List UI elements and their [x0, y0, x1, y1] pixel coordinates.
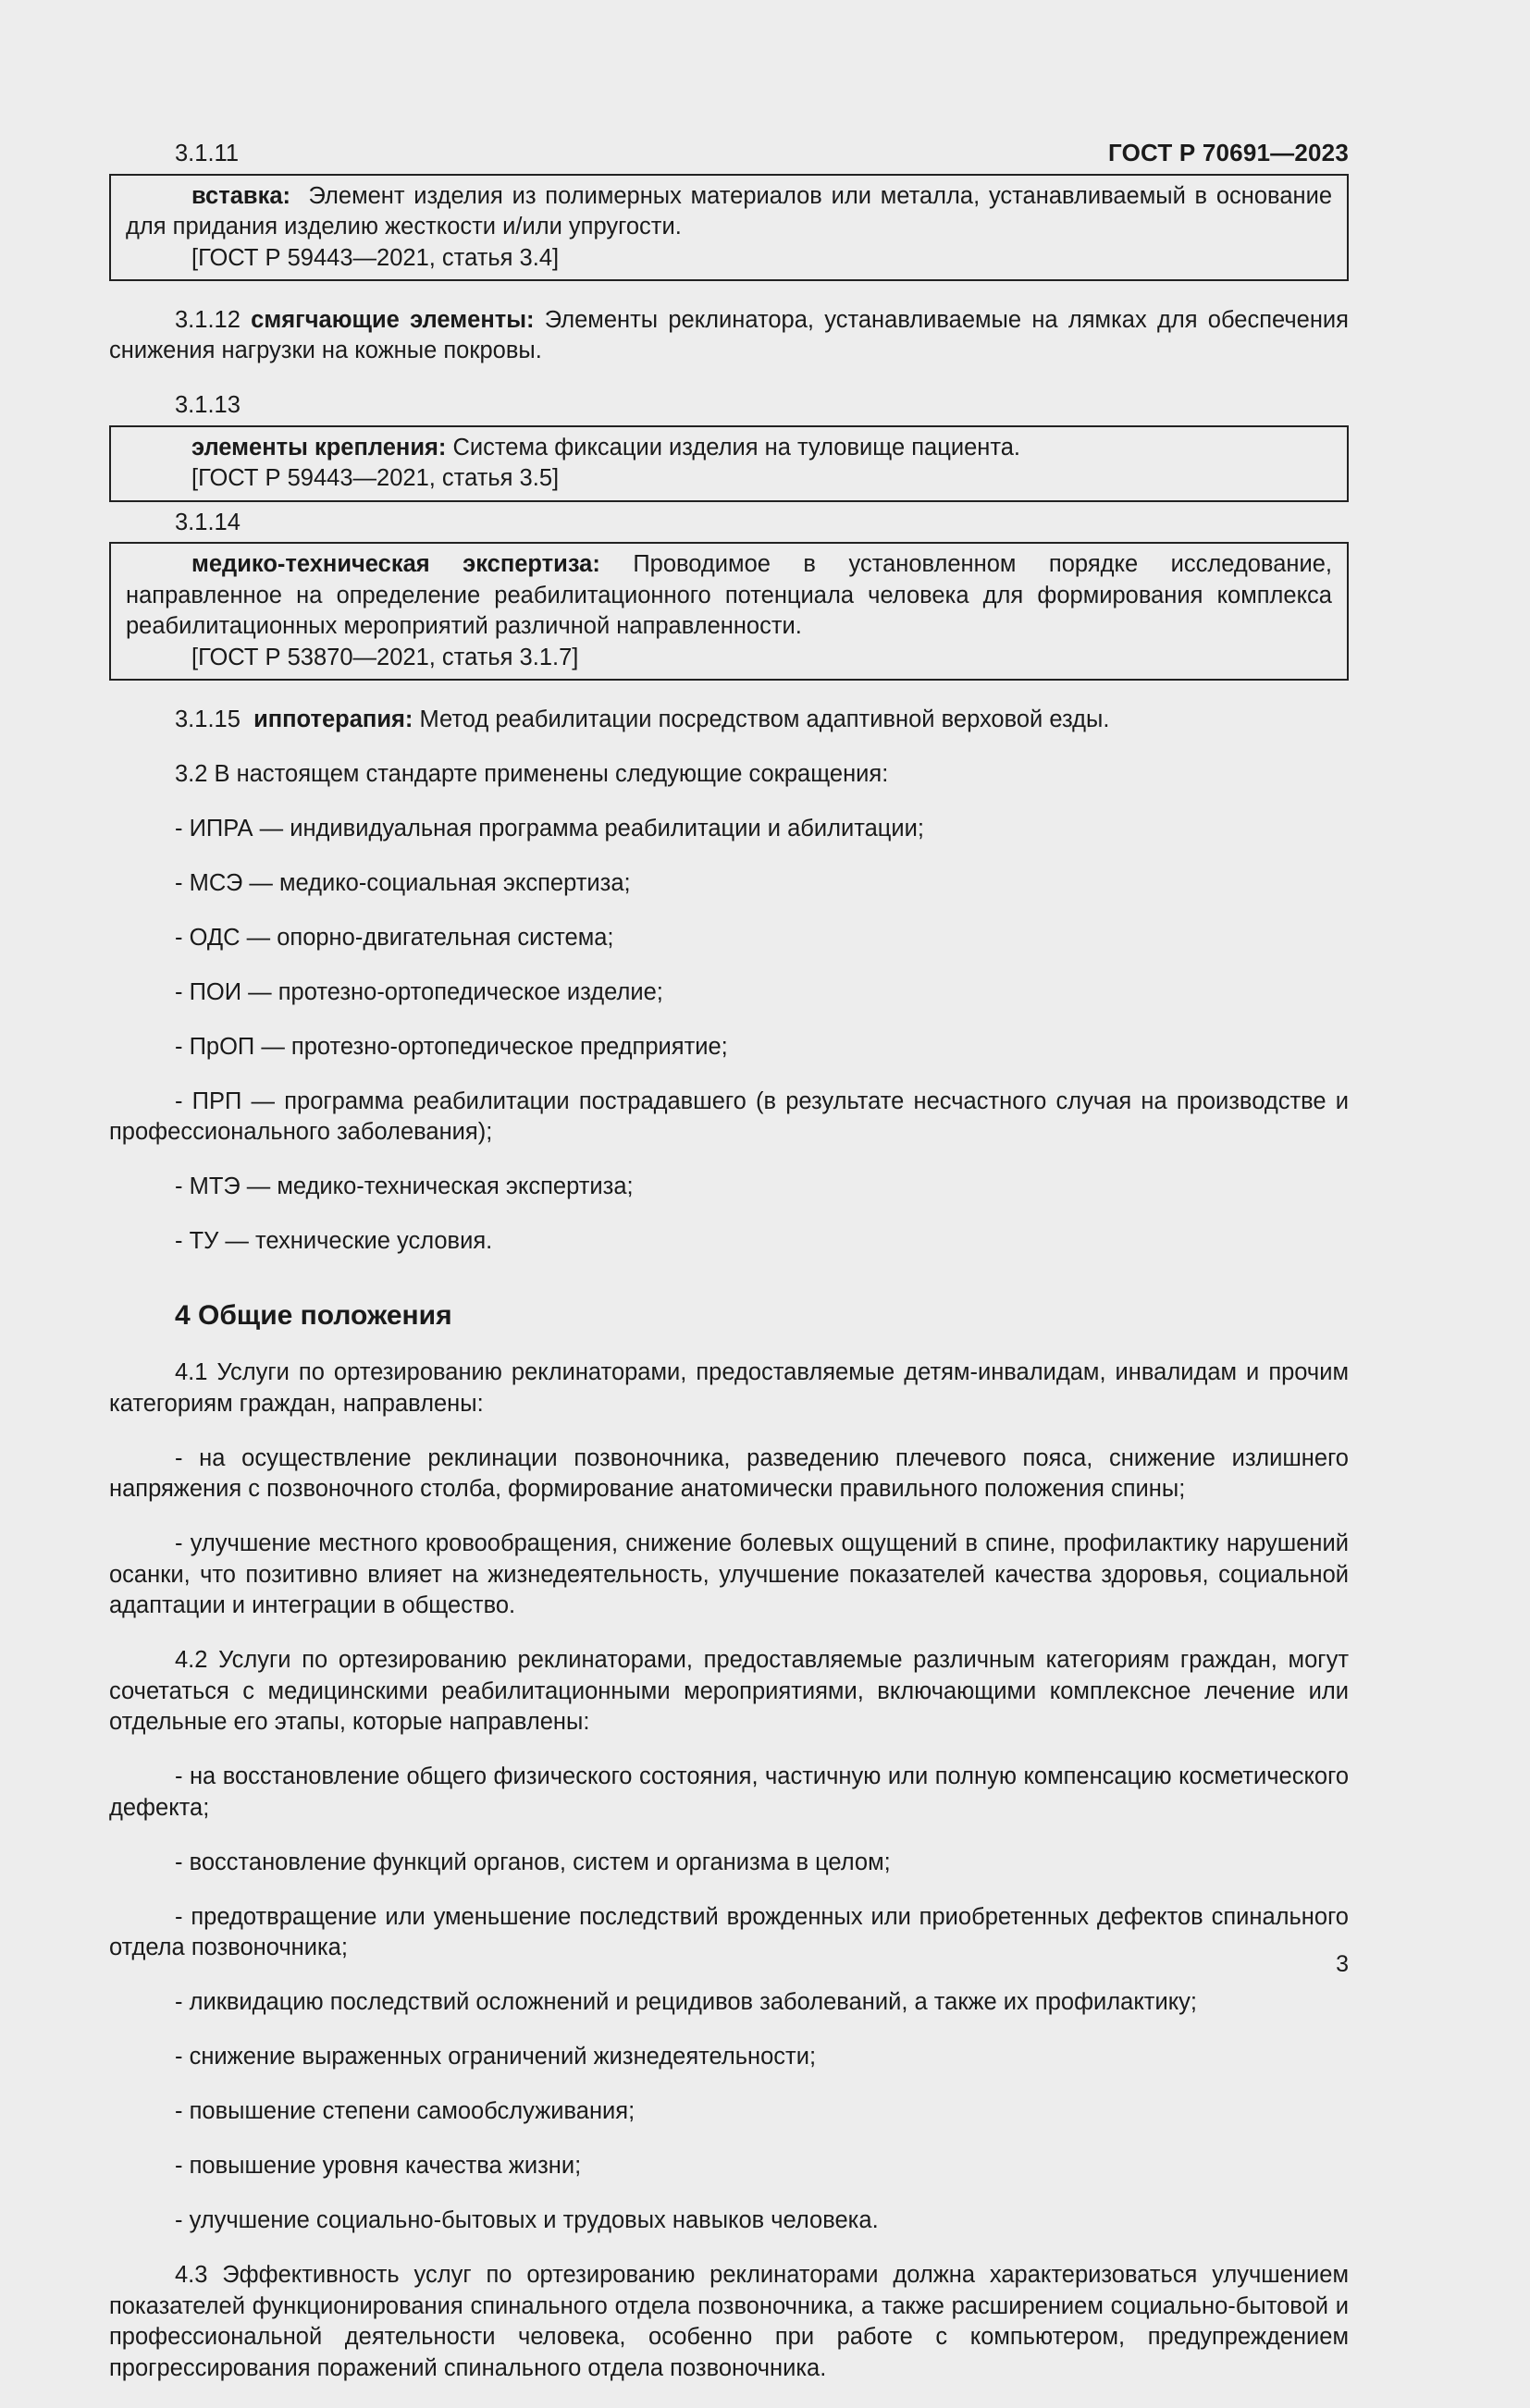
term-number-3-1-14: 3.1.14	[175, 509, 241, 535]
term-number: 3.1.15	[175, 706, 241, 732]
abbreviation-item: - МСЭ — медико-социальная экспертиза;	[175, 869, 631, 896]
term-text: Метод реабилитации посредством адаптивной верховой езды.	[419, 706, 1110, 732]
term-text: Элемент изделия из полимерных материалов или металла, устанавливаемый в основание для придания изделию жесткости и/или упругости.	[126, 182, 1333, 240]
term-text: Проводимое в установленном порядке исследование, направленное на определение реабилитационного потенциала человека для формирования комплекса реабилитационных мероприятий различной направленности.	[126, 551, 1332, 639]
abbreviation-item: - МТЭ — медико-техническая экспертиза;	[175, 1173, 634, 1199]
abbreviation-item: - ОДС — опорно-двигательная система;	[175, 924, 614, 951]
abbreviation-item: - ТУ — технические условия.	[175, 1228, 493, 1254]
abbreviation-item: - ПрОП — протезно-ортопедическое предприятие;	[175, 1033, 728, 1060]
list-item: - снижение выраженных ограничений жизнедеятельности;	[175, 2044, 817, 2070]
list-item: - предотвращение или уменьшение последствий врожденных или приобретенных дефектов спинального отдела позвоночника;	[109, 1903, 1349, 1960]
paragraph-4-1: 4.1 Услуги по ортезированию реклинаторами, предоставляемые детям-инвалидам, инвалидам и прочим категориям граждан, направлены:	[109, 1359, 1349, 1417]
term-definition-3-1-11	[126, 181, 1332, 243]
paragraph-4-3: 4.3 Эффективность услуг по ортезированию реклинаторами должна характеризоваться улучшением показателей функционирования спинального отдела позвоночника, а также расширением социально-бытовой и профессиональной деятельности человека, особенно при работе с компьютером, предупреждением прогрессирования поражений спинального отдела позвоночника.	[109, 2262, 1349, 2381]
term-name: вставка:	[191, 182, 291, 209]
term-box-3-1-11	[109, 174, 1349, 282]
term-name: медико-техническая экспертиза:	[191, 551, 600, 577]
term-definition-3-1-14	[126, 549, 1332, 643]
term-box-3-1-14	[109, 542, 1349, 681]
list-item: - на осуществление реклинации позвоночника, разведению плечевого пояса, снижение излишнего напряжения с позвоночного столба, формирование анатомически правильного положения спины;	[109, 1444, 1349, 1502]
abbreviation-item: - ИПРА — индивидуальная программа реабилитации и абилитации;	[175, 815, 924, 842]
term-3-1-15	[109, 705, 1349, 736]
list-item: - повышение уровня качества жизни;	[175, 2153, 582, 2179]
term-text: Система фиксации изделия на туловище пациента.	[452, 434, 1021, 461]
term-source-3-1-11: [ГОСТ Р 59443—2021, статья 3.4]	[191, 244, 560, 271]
term-number-3-1-11: 3.1.11	[175, 141, 240, 166]
section-heading: 4 Общие положения	[175, 1299, 452, 1331]
list-item: - ликвидацию последствий осложнений и рецидивов заболеваний, а также их профилактику;	[175, 1989, 1197, 2015]
page-number: 3	[1336, 1951, 1349, 1977]
list-item: - улучшение социально-бытовых и трудовых навыков человека.	[175, 2207, 879, 2233]
abbreviation-item: - ПОИ — протезно-ортопедическое изделие;	[175, 978, 663, 1005]
term-source-3-1-13: [ГОСТ Р 59443—2021, статья 3.5]	[191, 465, 560, 491]
document-id-header: ГОСТ Р 70691—2023	[1108, 139, 1349, 166]
term-3-1-12	[109, 305, 1349, 367]
term-name: иппотерапия:	[253, 706, 413, 732]
term-number-3-1-13: 3.1.13	[175, 392, 241, 418]
term-text: Элементы реклинатора, устанавливаемые на лямках для обеспечения снижения нагрузки на кожные покровы.	[109, 306, 1349, 363]
list-item: - улучшение местного кровообращения, снижение болевых ощущений в спине, профилактику нарушений осанки, что позитивно влияет на жизнедеятельность, улучшение показателей качества здоровья, социальной адаптации и интеграции в общество.	[109, 1530, 1349, 1618]
paragraph-4-2: 4.2 Услуги по ортезированию реклинаторами, предоставляемые различным категориям граждан, могут сочетаться с медицинскими реабилитационными мероприятиями, включающими комплексное лечение или отдельные его этапы, которые направлены:	[109, 1647, 1349, 1735]
list-item: - восстановление функций органов, систем и организма в целом;	[175, 1849, 891, 1875]
document-page	[109, 139, 1349, 2408]
term-name: смягчающие элементы:	[251, 306, 535, 333]
abbreviations-intro: 3.2 В настоящем стандарте применены следующие сокращения:	[175, 760, 889, 787]
abbreviation-item: - ПРП — программа реабилитации пострадавшего (в результате несчастного случая на производстве и профессионального заболевания);	[109, 1087, 1349, 1145]
term-number: 3.1.12	[175, 306, 241, 333]
term-name: элементы крепления:	[191, 434, 447, 461]
term-box-3-1-13	[109, 425, 1349, 502]
list-item: - на восстановление общего физического состояния, частичную или полную компенсацию косметического дефекта;	[109, 1763, 1349, 1821]
term-definition-3-1-13	[126, 433, 1332, 464]
list-item: - повышение степени самообслуживания;	[175, 2098, 635, 2124]
term-source-3-1-14: [ГОСТ Р 53870—2021, статья 3.1.7]	[191, 644, 579, 670]
